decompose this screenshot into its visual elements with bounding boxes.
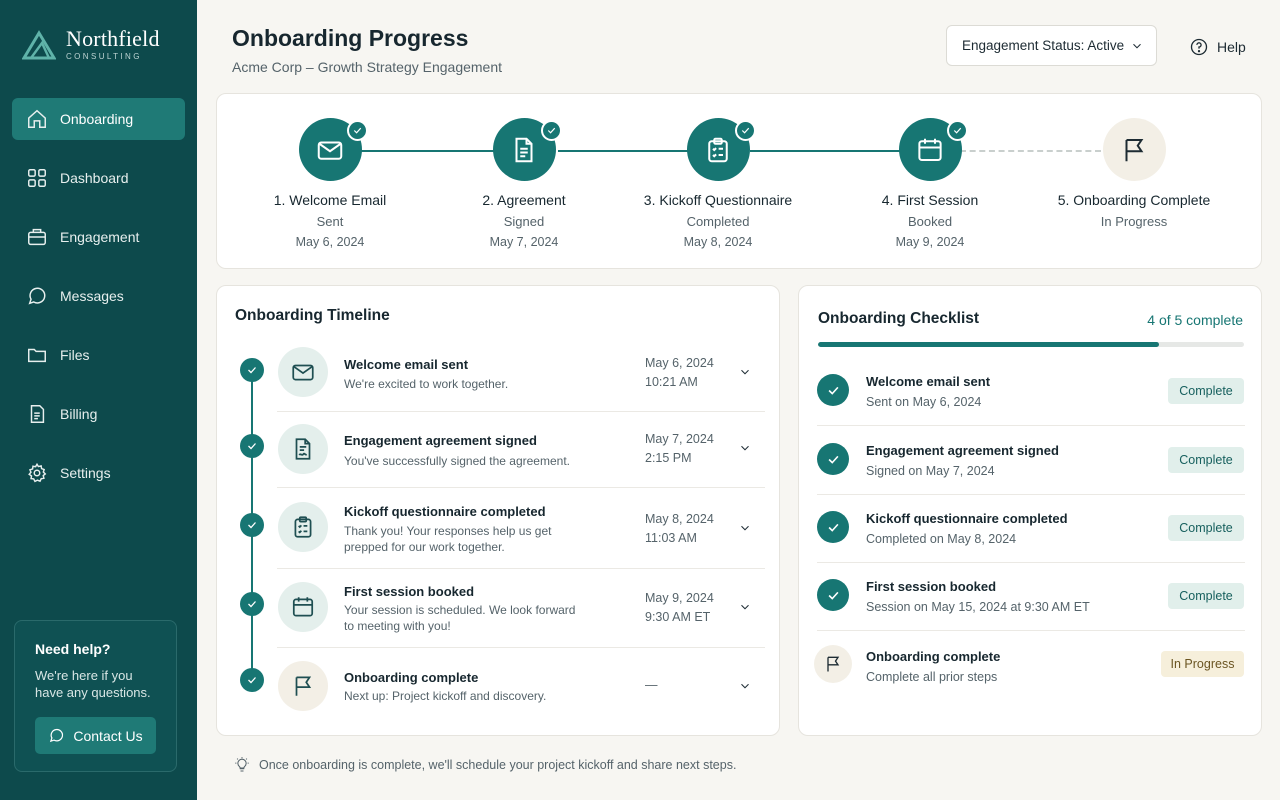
step-status: Sent bbox=[316, 214, 344, 229]
step-label: 5. Onboarding Complete bbox=[1057, 192, 1211, 208]
timeline-item-title: Engagement agreement signed bbox=[344, 433, 537, 448]
check-icon bbox=[947, 120, 968, 141]
timeline-item-date: May 9, 2024 9:30 AM ET bbox=[645, 591, 714, 624]
onboarding-timeline bbox=[216, 285, 780, 736]
timeline-item-title: Welcome email sent bbox=[344, 357, 469, 372]
step-circle bbox=[1103, 118, 1166, 181]
sidebar-item-billing[interactable] bbox=[12, 393, 185, 435]
step-onboarding-complete[interactable] bbox=[1044, 118, 1224, 229]
check-icon bbox=[735, 120, 756, 141]
checklist-item-title: Engagement agreement signed bbox=[866, 443, 1059, 458]
contact-us-button[interactable] bbox=[35, 717, 156, 754]
checklist-item-title: Onboarding complete bbox=[866, 649, 1001, 664]
sidebar-item-messages[interactable] bbox=[12, 275, 185, 317]
sidebar-item-settings[interactable] bbox=[12, 452, 185, 494]
step-circle bbox=[299, 118, 362, 181]
engagement-status-value: Engagement Status: Active bbox=[962, 38, 1125, 53]
timeline-item-title: First session booked bbox=[344, 584, 475, 599]
chat-icon bbox=[26, 285, 48, 307]
step-label: 2. Agreement bbox=[482, 192, 566, 208]
clipboard-icon bbox=[278, 502, 328, 552]
lightbulb-icon bbox=[233, 756, 251, 774]
timeline-title: Onboarding Timeline bbox=[235, 307, 390, 324]
chat-icon bbox=[48, 727, 65, 744]
step-label: 4. First Session bbox=[881, 192, 979, 208]
timeline-item-desc: Thank you! Your responses help us get prepped for our work together. bbox=[344, 524, 552, 554]
mail-icon bbox=[278, 347, 328, 397]
flag-icon bbox=[1119, 135, 1149, 165]
step-welcome-email[interactable] bbox=[240, 118, 420, 249]
document-icon bbox=[509, 135, 539, 165]
sidebar bbox=[0, 0, 197, 800]
clipboard-icon bbox=[703, 135, 733, 165]
sidebar-item-dashboard[interactable] bbox=[12, 157, 185, 199]
check-icon bbox=[817, 374, 849, 406]
step-status: Signed bbox=[503, 214, 545, 229]
divider bbox=[817, 562, 1245, 563]
calendar-icon bbox=[278, 582, 328, 632]
timeline-item-desc: Your session is scheduled. We look forward to meeting with you! bbox=[344, 603, 576, 633]
timeline-item-date: May 6, 2024 10:21 AM bbox=[645, 356, 714, 389]
step-kickoff-questionnaire[interactable] bbox=[628, 118, 808, 249]
folder-icon bbox=[26, 344, 48, 366]
checklist-item-sub: Signed on May 7, 2024 bbox=[866, 464, 995, 478]
chevron-down-icon[interactable] bbox=[738, 441, 752, 455]
sidebar-item-label: Onboarding bbox=[60, 111, 134, 127]
chevron-down-icon[interactable] bbox=[738, 521, 752, 535]
chevron-down-icon[interactable] bbox=[738, 365, 752, 379]
brand-name: Northfield bbox=[66, 26, 160, 51]
sidebar-item-label: Engagement bbox=[60, 229, 140, 245]
checklist-progress-fill bbox=[818, 342, 1159, 347]
sidebar-nav bbox=[12, 98, 185, 511]
footnote bbox=[233, 756, 736, 774]
invoice-icon bbox=[26, 403, 48, 425]
step-date: May 7, 2024 bbox=[489, 235, 559, 249]
home-icon bbox=[26, 108, 48, 130]
check-icon bbox=[240, 358, 264, 382]
checklist-item-title: Kickoff questionnaire completed bbox=[866, 511, 1068, 526]
checklist-title: Onboarding Checklist bbox=[818, 310, 980, 327]
divider bbox=[277, 647, 765, 648]
step-circle bbox=[899, 118, 962, 181]
contact-us-label: Contact Us bbox=[73, 727, 143, 744]
checklist-count: 4 of 5 complete bbox=[1147, 312, 1243, 328]
briefcase-icon bbox=[26, 226, 48, 248]
help-link[interactable] bbox=[1189, 37, 1246, 57]
check-icon bbox=[817, 579, 849, 611]
flag-icon bbox=[814, 645, 852, 683]
check-icon bbox=[240, 668, 264, 692]
onboarding-checklist bbox=[798, 285, 1262, 736]
step-agreement[interactable] bbox=[434, 118, 614, 249]
checklist-item-sub: Sent on May 6, 2024 bbox=[866, 395, 982, 409]
checklist-progress-bar bbox=[818, 342, 1244, 347]
divider bbox=[277, 568, 765, 569]
status-badge: Complete bbox=[1168, 583, 1244, 609]
page-subtitle: Acme Corp – Growth Strategy Engagement bbox=[232, 59, 503, 75]
question-circle-icon bbox=[1189, 37, 1209, 57]
gear-icon bbox=[26, 462, 48, 484]
page-title: Onboarding Progress bbox=[232, 25, 469, 51]
check-icon bbox=[240, 513, 264, 537]
step-status: Completed bbox=[686, 214, 750, 229]
status-badge: Complete bbox=[1168, 515, 1244, 541]
checklist-item-title: First session booked bbox=[866, 579, 997, 594]
timeline-item-desc: We're excited to work together. bbox=[344, 377, 509, 391]
onboarding-stepper bbox=[216, 93, 1262, 269]
step-date: May 6, 2024 bbox=[295, 235, 365, 249]
step-label: 1. Welcome Email bbox=[273, 192, 387, 208]
step-date: May 9, 2024 bbox=[895, 235, 965, 249]
brand-subtitle: CONSULTING bbox=[66, 52, 142, 61]
chevron-down-icon[interactable] bbox=[738, 679, 752, 693]
step-status: In Progress bbox=[1100, 214, 1168, 229]
help-card bbox=[14, 620, 177, 772]
step-circle bbox=[687, 118, 750, 181]
grid-icon bbox=[26, 167, 48, 189]
chevron-down-icon bbox=[1130, 39, 1144, 53]
divider bbox=[817, 494, 1245, 495]
checklist-item-sub: Session on May 15, 2024 at 9:30 AM ET bbox=[866, 600, 1090, 614]
timeline-item-desc: Next up: Project kickoff and discovery. bbox=[344, 689, 547, 703]
help-card-text: We're here if you have any questions. bbox=[35, 668, 151, 700]
timeline-item-desc: You've successfully signed the agreement. bbox=[344, 454, 570, 468]
status-badge: Complete bbox=[1168, 447, 1244, 473]
help-label: Help bbox=[1217, 39, 1246, 55]
step-circle bbox=[493, 118, 556, 181]
help-card-title: Need help? bbox=[35, 641, 111, 657]
check-icon bbox=[240, 434, 264, 458]
divider bbox=[817, 630, 1245, 631]
check-icon bbox=[817, 443, 849, 475]
status-badge: In Progress bbox=[1161, 651, 1244, 677]
timeline-item-date: — bbox=[645, 678, 658, 692]
sidebar-item-onboarding[interactable] bbox=[12, 98, 185, 140]
checklist-item-sub: Complete all prior steps bbox=[866, 670, 998, 684]
timeline-item-date: May 7, 2024 2:15 PM bbox=[645, 432, 714, 465]
sidebar-item-label: Messages bbox=[60, 288, 124, 304]
step-status: Booked bbox=[907, 214, 953, 229]
engagement-status-select[interactable] bbox=[946, 25, 1157, 66]
signed-document-icon bbox=[278, 424, 328, 474]
divider bbox=[277, 487, 765, 488]
calendar-icon bbox=[915, 135, 945, 165]
step-first-session[interactable] bbox=[840, 118, 1020, 249]
brand-logo[interactable] bbox=[22, 28, 160, 61]
sidebar-item-label: Dashboard bbox=[60, 170, 129, 186]
check-icon bbox=[347, 120, 368, 141]
chevron-down-icon[interactable] bbox=[738, 600, 752, 614]
divider bbox=[277, 411, 765, 412]
mountain-logo-icon bbox=[22, 29, 56, 61]
timeline-item-title: Onboarding complete bbox=[344, 670, 479, 685]
sidebar-item-label: Files bbox=[60, 347, 90, 363]
checklist-item-title: Welcome email sent bbox=[866, 374, 991, 389]
flag-icon bbox=[278, 661, 328, 711]
sidebar-item-label: Settings bbox=[60, 465, 111, 481]
checklist-item-sub: Completed on May 8, 2024 bbox=[866, 532, 1017, 546]
check-icon bbox=[240, 592, 264, 616]
sidebar-item-label: Billing bbox=[60, 406, 98, 422]
mail-icon bbox=[315, 135, 345, 165]
step-label: 3. Kickoff Questionnaire bbox=[643, 192, 793, 208]
timeline-item-date: May 8, 2024 11:03 AM bbox=[645, 512, 714, 545]
check-icon bbox=[817, 511, 849, 543]
sidebar-item-files[interactable] bbox=[12, 334, 185, 376]
step-date: May 8, 2024 bbox=[683, 235, 753, 249]
footnote-text: Once onboarding is complete, we'll schedule your project kickoff and share next steps. bbox=[259, 758, 737, 772]
sidebar-item-engagement[interactable] bbox=[12, 216, 185, 258]
status-badge: Complete bbox=[1168, 378, 1244, 404]
check-icon bbox=[541, 120, 562, 141]
divider bbox=[817, 425, 1245, 426]
timeline-item-title: Kickoff questionnaire completed bbox=[344, 504, 546, 519]
